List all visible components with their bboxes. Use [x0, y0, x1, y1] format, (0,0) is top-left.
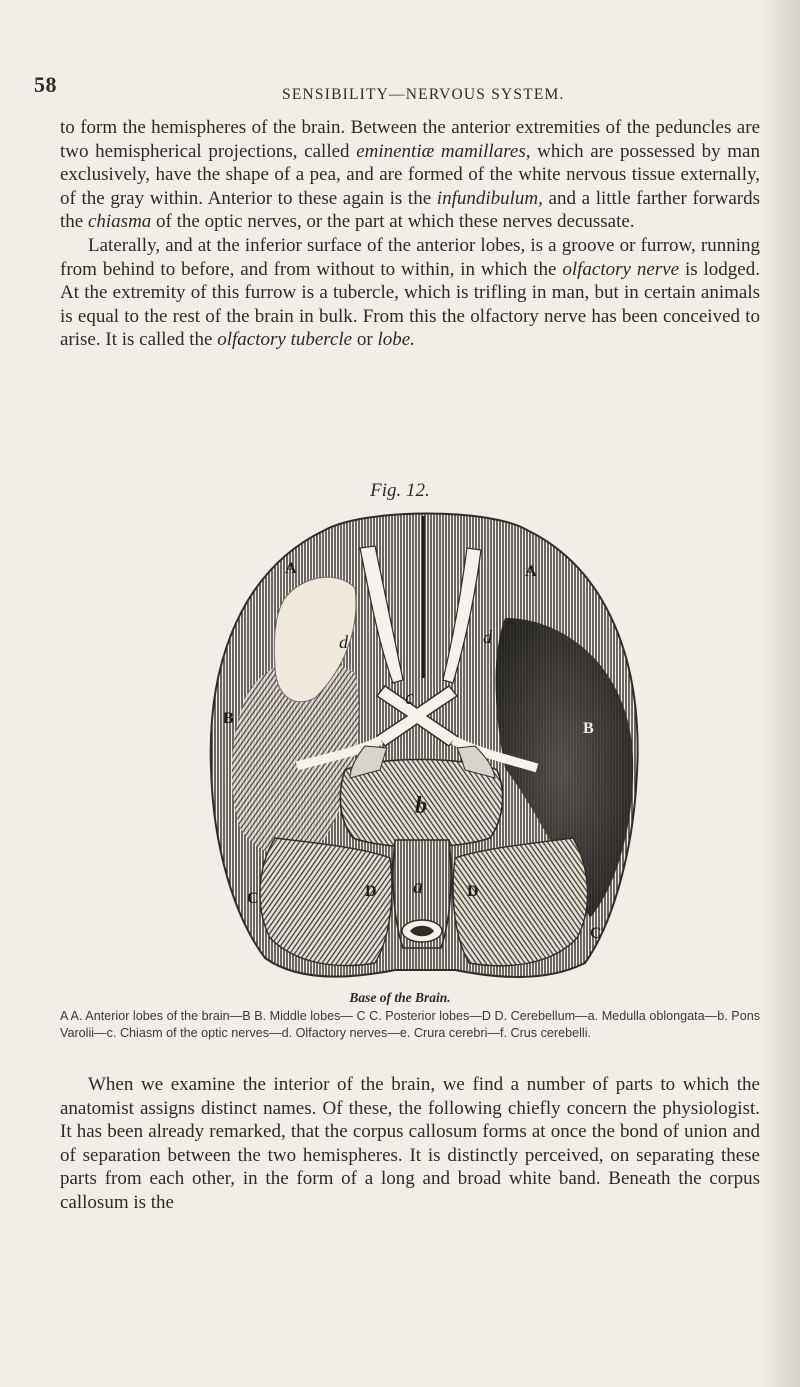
text-run: is lodged. At the extremity of this furrow is a tubercle, which is trifling in man, but in certain animals is equal to the rest of the brain in bulk. From this the olfactory nerve has been conceived to arise. It is called the — [60, 258, 760, 351]
label-b: b — [415, 793, 427, 819]
label-c: c — [405, 687, 414, 709]
page-shadow-edge — [762, 0, 800, 1387]
text-run: which are possessed by man exclusively, have the shape of a pea, and are formed of the white nervous tissue externally, of the gray within. Anterior to these again is the — [60, 140, 760, 209]
label-d-left: d — [339, 632, 348, 652]
paragraph-second — [60, 234, 760, 352]
label-d-right: d — [483, 627, 492, 647]
paragraph-bottom: When we examine the interior of the brain, we find a number of parts to which the anatomist assigns distinct names. Of these, the following chiefly concern the physiologist. It has been already remarked, that the corpus callosum forms at once the bond of union and of separation between the two hemispheres. It is distinctly perceived, on separating these parts from each other, in the form of a long and broad white band. Beneath the corpus callosum is the — [60, 1074, 760, 1213]
term-eminentiae-mamillares: eminentiæ mamillares, — [356, 140, 531, 162]
term-olfactory-nerve: olfactory nerve — [562, 258, 680, 280]
figure-title: Base of the Brain. — [349, 990, 451, 1005]
term-chiasma: chiasma — [87, 211, 152, 233]
text-run: to form the hemispheres of the brain. Between the anterior extremities of the peduncles are two hemispherical projections, called — [60, 117, 760, 162]
label-B-left: B — [223, 710, 234, 727]
body-text-top — [60, 116, 760, 352]
brain-base-engraving — [205, 508, 645, 983]
label-C-left: C — [247, 890, 259, 907]
label-a: a — [413, 876, 423, 898]
label-B-right: B — [583, 720, 594, 737]
label-A-right: A — [525, 563, 537, 580]
figure-legend: A A. Anterior lobes of the brain—B B. Middle lobes— C C. Posterior lobes—D D. Cerebellum—a. Medulla oblongata—b. Pons Varolii—c. Chiasm of the optic nerves—d. Olfactory nerves—e. Crura cerebri—f. Crus cerebelli. — [60, 1009, 760, 1040]
text-run: of the optic nerves, or the part at which these nerves decussate. — [151, 211, 635, 233]
term-infundibulum: infundibulum, — [436, 187, 543, 209]
page-number: 58 — [34, 72, 57, 97]
figure-label: Fig. 12. — [370, 480, 430, 501]
label-D-left: D — [365, 883, 377, 900]
cerebellum-left — [260, 838, 392, 966]
term-olfactory-tubercle: olfactory tubercle — [217, 329, 353, 351]
text-run: Laterally, and at the inferior surface of the anterior lobes, is a groove or furrow, running from behind to before, and from without to within, in which the — [60, 234, 760, 280]
term-lobe: lobe. — [377, 329, 415, 351]
label-C-right: C — [590, 925, 602, 942]
brain-illustration — [205, 508, 645, 983]
paragraph-top — [60, 116, 760, 234]
cerebellum-right — [453, 838, 587, 966]
text-run: and a little farther forwards the — [60, 187, 760, 233]
label-D-right: D — [467, 883, 479, 900]
text-run: or — [352, 329, 378, 351]
label-A-left: A — [285, 560, 297, 577]
running-head: SENSIBILITY—NERVOUS SYSTEM. — [282, 86, 565, 103]
